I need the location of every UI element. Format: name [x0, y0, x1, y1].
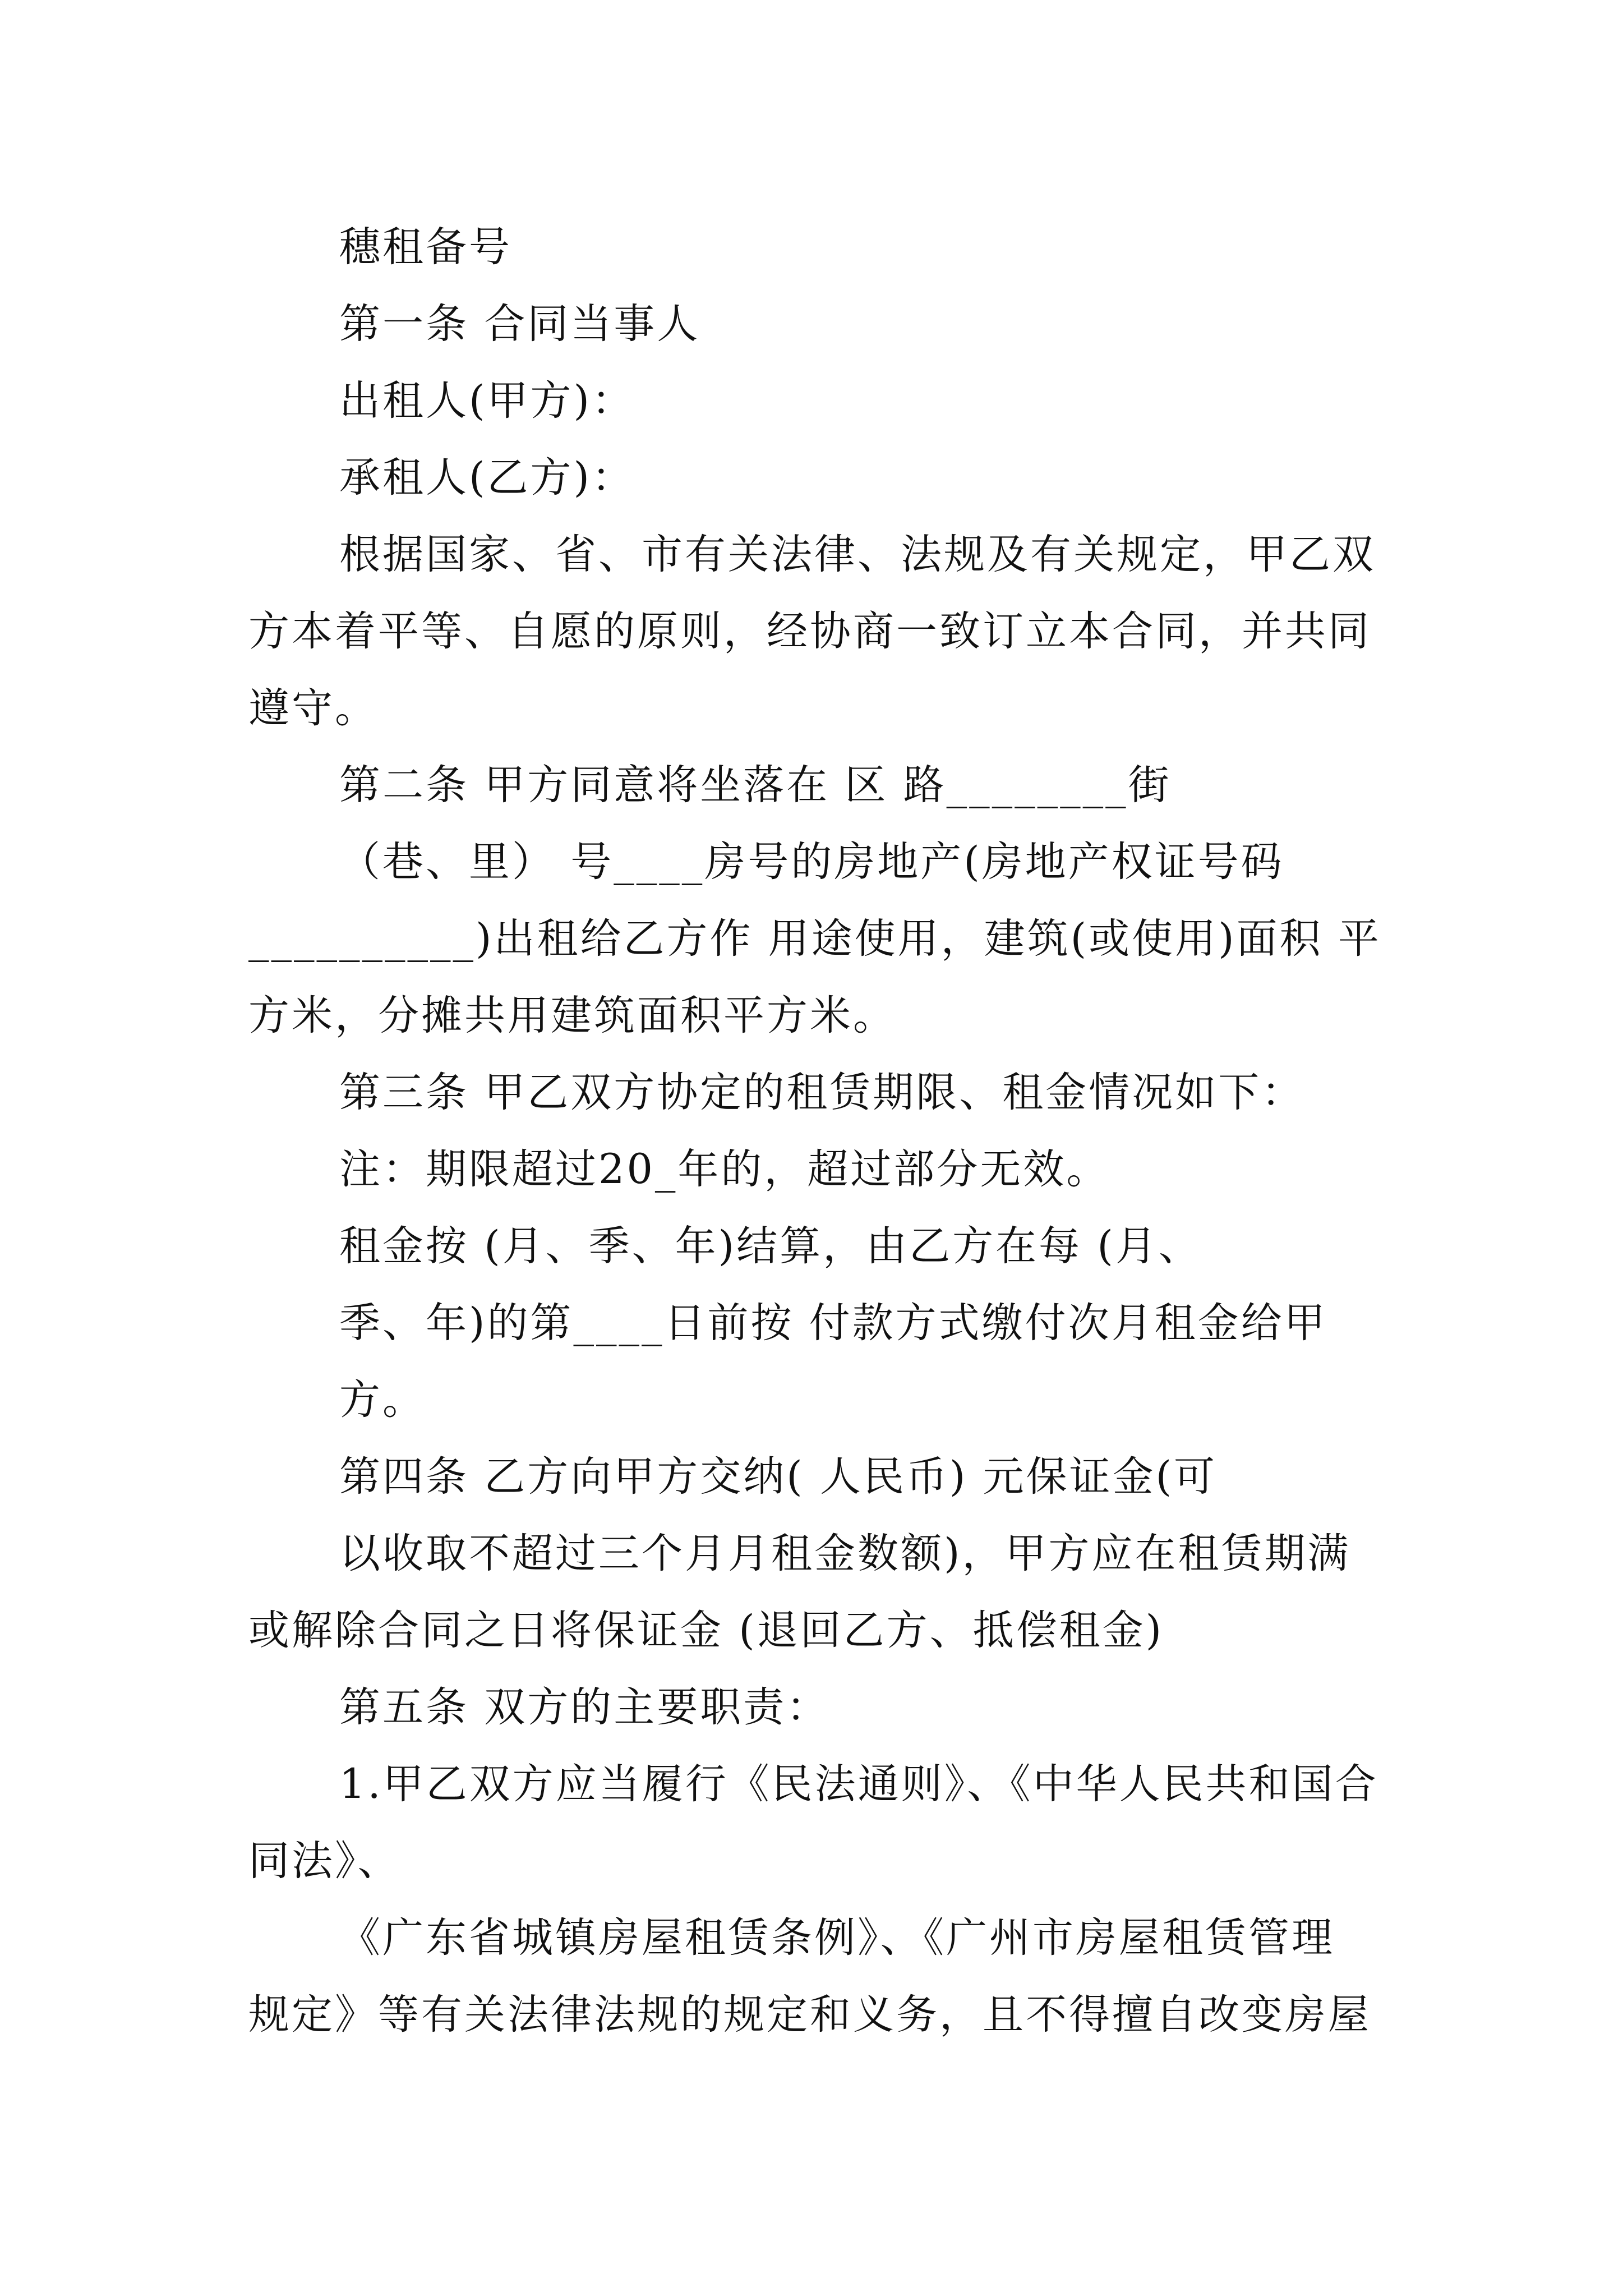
document-line: 注：期限超过20_年的，超过部分无效。: [339, 1145, 1110, 1193]
document-line: 第五条 双方的主要职责：: [339, 1683, 830, 1731]
document-line: 以收取不超过三个月月租金数额)，甲方应在租赁期满: [339, 1530, 1351, 1577]
document-line: 遵守。: [248, 684, 378, 732]
document-line: 第一条 合同当事人: [339, 300, 700, 348]
document-line: 承租人(乙方)：: [339, 454, 635, 501]
document-line: 第三条 甲乙双方协定的租赁期限、租金情况如下：: [339, 1069, 1305, 1116]
document-line: 出租人(甲方)：: [339, 377, 635, 425]
document-line: 1.甲乙双方应当履行《民法通则》、《中华人民共和国合: [339, 1760, 1378, 1808]
contract-text: [248, 209, 1387, 2053]
document-line: 方本着平等、自愿的原则，经协商一致订立本合同，并共同: [248, 608, 1371, 655]
document-line: 租金按 (月、季、年)结算，由乙方在每 (月、: [339, 1222, 1202, 1270]
document-line: 方米，分摊共用建筑面积平方米。: [248, 992, 896, 1039]
document-line: 第二条 甲方同意将坐落在 区 路________街: [339, 761, 1172, 809]
document-line: 方。: [339, 1376, 426, 1424]
document-line: 同法》、: [248, 1837, 401, 1885]
document-line: 根据国家、省、市有关法律、法规及有关规定，甲乙双: [339, 531, 1376, 578]
document-line: （巷、里） 号____房号的房地产(房地产权证号码: [339, 838, 1284, 886]
document-line: 《广东省城镇房屋租赁条例》、《广州市房屋租赁管理: [339, 1914, 1335, 1962]
document-line: 或解除合同之日将保证金 (退回乙方、抵偿租金): [248, 1607, 1164, 1654]
document-line: __________)出租给乙方作 用途使用，建筑(或使用)面积 平: [248, 915, 1381, 963]
document-line: 规定》等有关法律法规的规定和义务，且不得擅自改变房屋: [248, 1991, 1371, 2039]
document-line: 第四条 乙方向甲方交纳( 人民币) 元保证金(可: [339, 1453, 1218, 1501]
document-line: 季、年)的第____日前按 付款方式缴付次月租金给甲: [339, 1299, 1327, 1347]
document-line: 穗租备号: [339, 223, 512, 271]
